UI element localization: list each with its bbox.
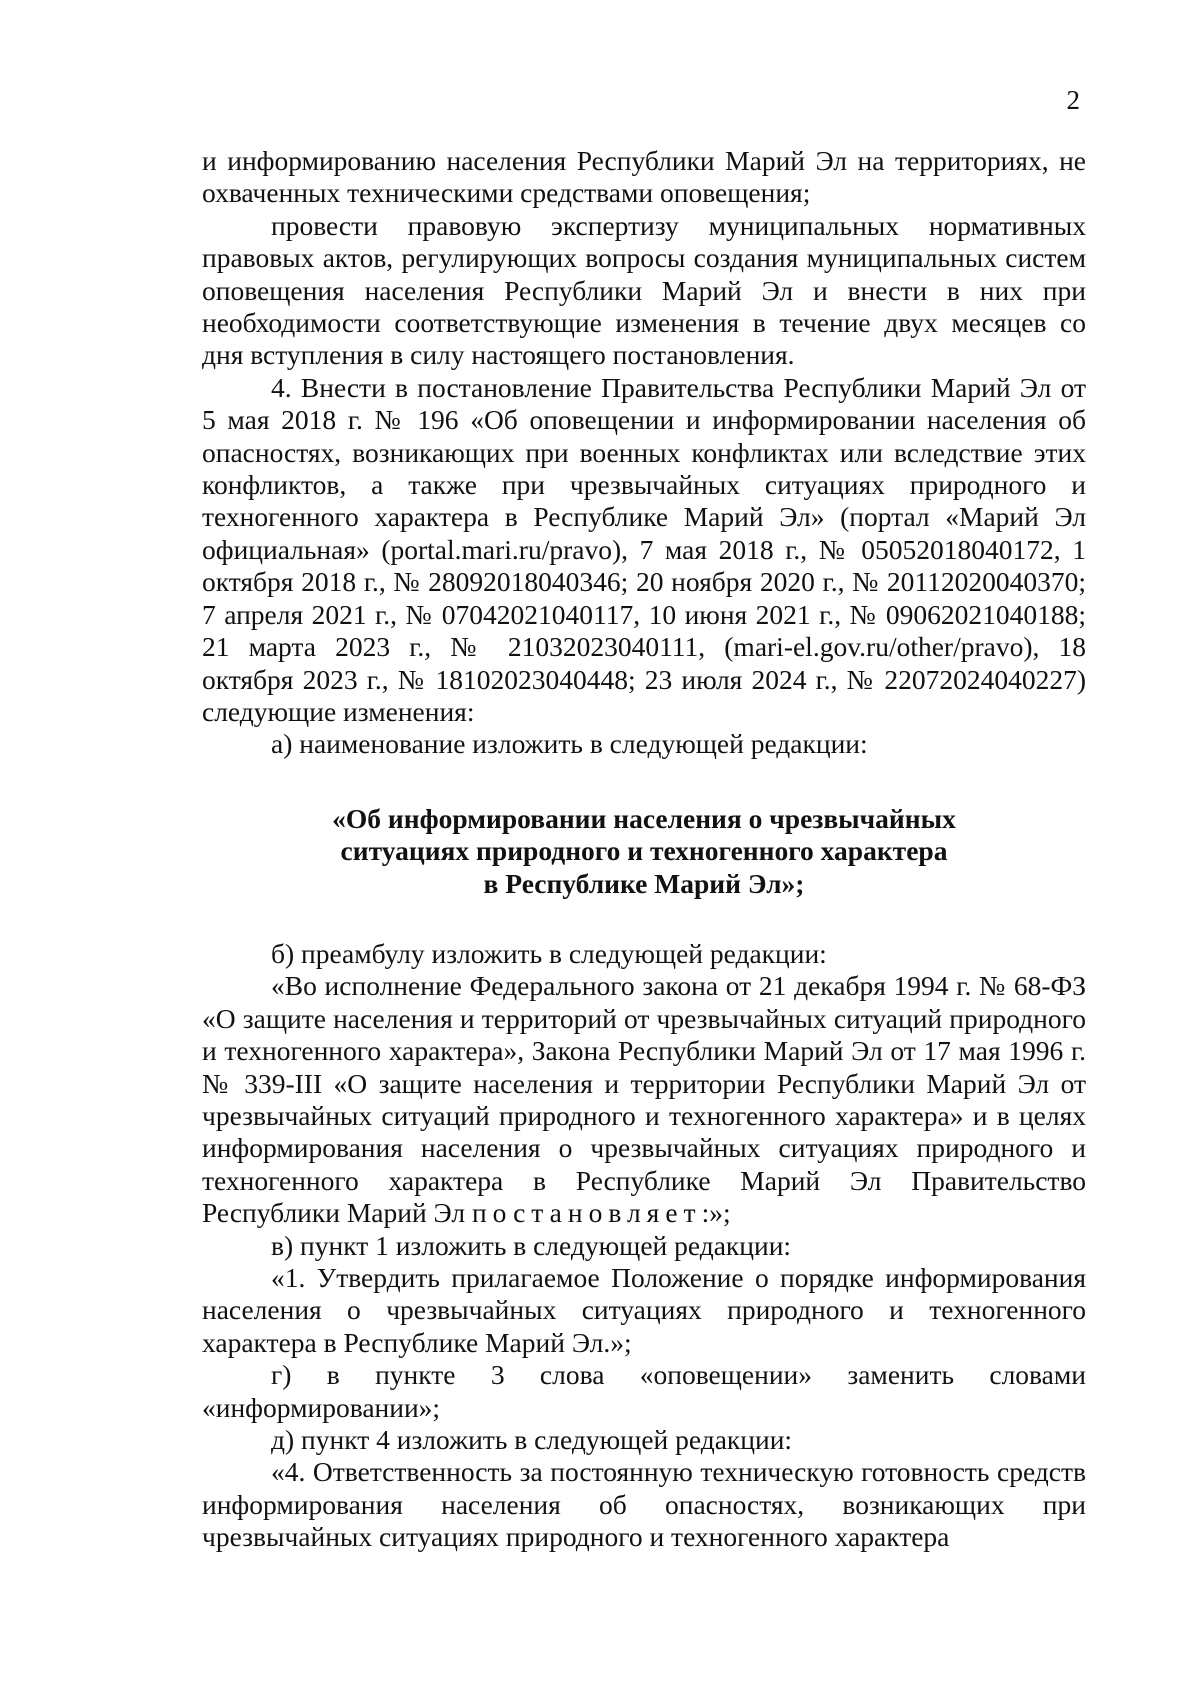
paragraph-sub-g: г) в пункте 3 слова «оповещении» заменить словами «информировании»; [202,1359,1086,1423]
paragraph-legal-review: провести правовую экспертизу муниципальных нормативных правовых актов, регулирующих вопросы создания муниципальных систем оповещения населения Республики Марий Эл и внести в них при необходимости соответствующие изменения в течение двух месяцев со дня вступления в силу настоящего постановления. [202,209,1086,371]
paragraph-preamble [202,970,1086,1229]
new-title-line-3: в Республике Марий Эл»; [483,867,805,899]
preamble-end: :»; [701,1197,731,1229]
paragraph-continuation: и информированию населения Республики Марий Эл на территориях, не охваченных техническими средствами оповещения; [202,145,1086,209]
paragraph-new-item-1: «1. Утвердить прилагаемое Положение о порядке информирования населения о чрезвычайных ситуациях природного и техногенного характера в Республике Марий Эл.»; [202,1262,1086,1358]
preamble-text: «Во исполнение Федерального закона от 21 декабря 1994 г. № 68-ФЗ «О защите населения и территорий от чрезвычайных ситуаций природного и техногенного характера», Закона Республики Марий Эл от 17 мая 1996 г. № 339-III «О защите населения и территории Республики Марий Эл от чрезвычайных ситуаций природного и техногенного характера» и в целях информирования населения о чрезвычайных ситуациях природного и техногенного характера в Республике Марий Эл Правительство Республики Марий Эл [202,970,1086,1229]
paragraph-new-item-4: «4. Ответственность за постоянную техническую готовность средств информирования населения об опасностях, возникающих при чрезвычайных ситуациях природного и техногенного характера [202,1456,1086,1553]
new-title-block [202,803,1086,900]
document-body [202,145,1086,1554]
new-title-line-1: «Об информировании населения о чрезвычайных [332,802,956,834]
paragraph-item-4-amendments: 4. Внести в постановление Правительства Республики Марий Эл от 5 мая 2018 г. № 196 «Об оповещении и информировании населения об опасностях, возникающих при военных конфликтах или вследствие этих конфликтов, а также при чрезвычайных ситуациях природного и техногенного характера в Республике Марий Эл» (портал «Марий Эл официальная» (portal.mari.ru/pravo), 7 мая 2018 г., № 05052018040172, 1 октября 2018 г., № 28092018040346; 20 ноября 2020 г., № 20112020040370; 7 апреля 2021 г., № 07042021040117, 10 июня 2021 г., № 09062021040188; 21 марта 2023 г., № 21032023040111, (mari-el.gov.ru/other/pravo), 18 октября 2023 г., № 18102023040448; 23 июля 2024 г., № 22072024040227) следующие изменения: [202,371,1086,727]
paragraph-sub-a: а) наименование изложить в следующей редакции: [271,728,868,760]
new-title-line-2: ситуациях природного и техногенного характера [340,835,948,867]
page-number: 2 [1066,85,1080,115]
preamble-decree-word: постановляет [471,1197,702,1229]
paragraph-sub-v: в) пункт 1 изложить в следующей редакции: [271,1229,792,1261]
paragraph-sub-b: б) преамбулу изложить в следующей редакции: [271,937,827,969]
paragraph-sub-d: д) пункт 4 изложить в следующей редакции: [271,1424,793,1456]
